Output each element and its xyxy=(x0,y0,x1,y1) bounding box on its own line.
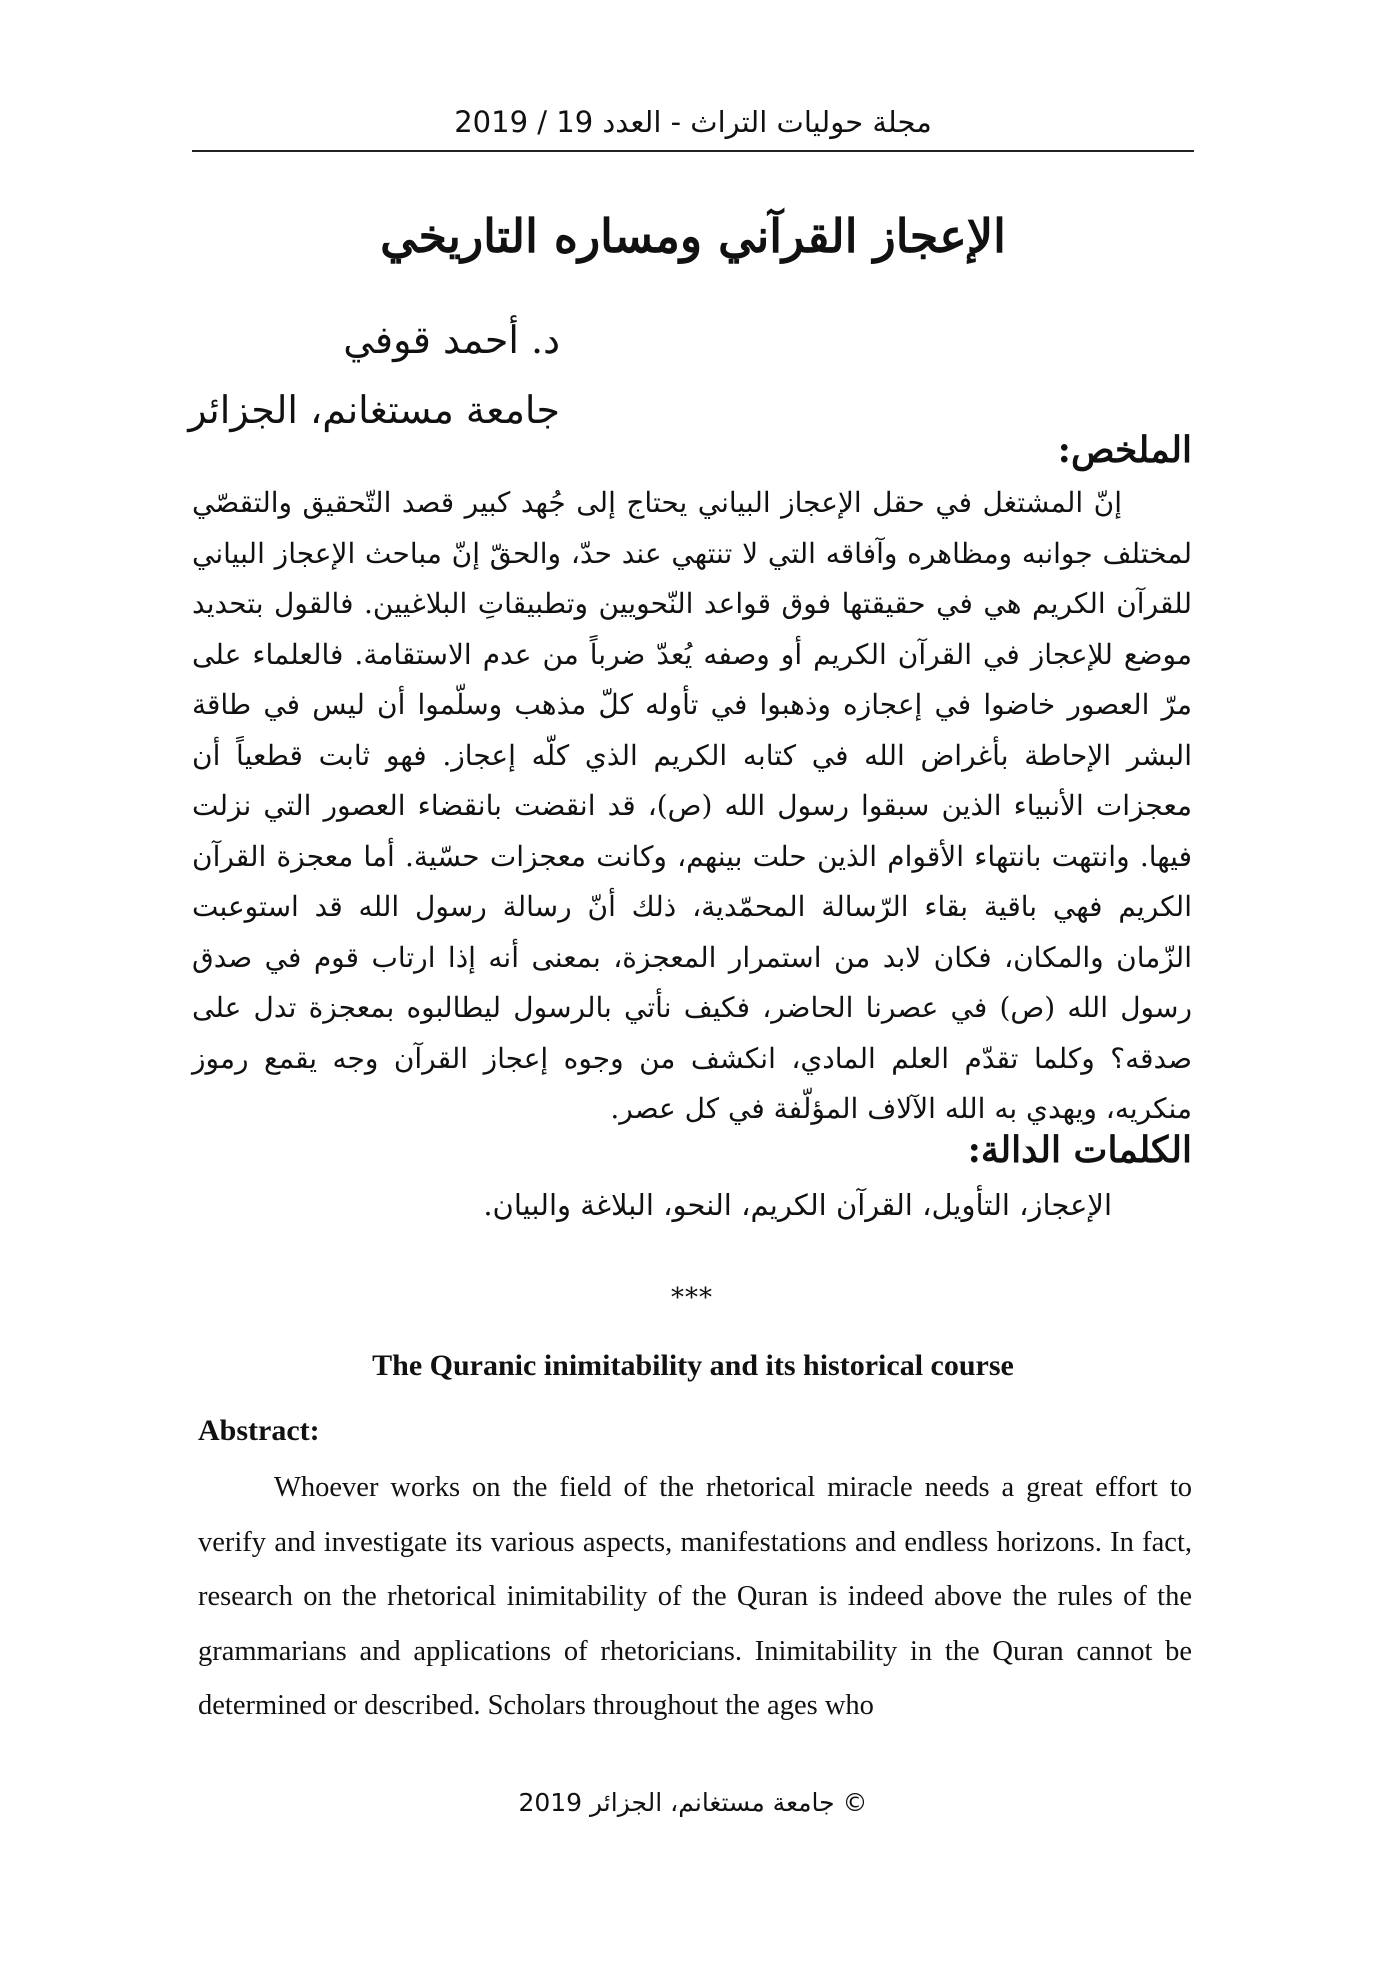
arabic-abstract-text: إنّ المشتغل في حقل الإعجاز البياني يحتاج إلى جُهد كبير قصد التّحقيق والتقصّي لمختلف جوانبه ومظاهره وآفاقه التي لا تنتهي عند حدّ، والحقّ إنّ مباحث الإعجاز البياني للقرآن الكريم هي في حقيقتها فوق قواعد النّحويين وتطبيقاتِ البلاغيين. فالقول بتحديد موضع للإعجاز في القرآن الكريم أو وصفه يُعدّ ضرباً من عدم الاستقامة. فالعلماء على مرّ العصور خاضوا في إعجازه وذهبوا في تأوله كلّ مذهب وسلّموا أن ليس في طاقة البشر الإحاطة بأغراض الله في كتابه الكريم الذي كلّه إعجاز. فهو ثابت قطعياً أن معجزات الأنبياء الذين سبقوا رسول الله (ص)، قد انقضت بانقضاء العصور التي نزلت فيها. وانتهت بانتهاء الأقوام الذين حلت بينهم، وكانت معجزات حسّية. أما معجزة القرآن الكريم فهي باقية بقاء الرّسالة المحمّدية، ذلك أنّ رسالة رسول الله قد استوعبت الزّمان والمكان، فكان لابد من استمرار المعجزة، بمعنى أنه إذا ارتاب قوم في صدق رسول الله (ص) في عصرنا الحاضر، فكيف نأتي بالرسول ليطالبوه بمعجزة تدل على صدقه؟ وكلما تقدّم العلم المادي، انكشف من وجوه إعجاز القرآن وجه يقمع رموز منكريه، ويهدي به الله الآلاف المؤلّفة في كل عصر. xyxy=(192,486,1192,1125)
english-abstract-text: Whoever works on the field of the rhetorical miracle needs a great effort to verify and investigate its various aspects, manifestations and endless horizons. In fact, research on the rhetorical inimitability of the Quran is indeed above the rules of the grammarians and applications of rhetoricians. Inimitability in the Quran cannot be determined or described. Scholars throughout the ages who xyxy=(198,1472,1192,1721)
arabic-abstract-heading: الملخص: xyxy=(1057,429,1192,471)
author-affiliation: جامعة مستغانم، الجزائر xyxy=(188,388,560,432)
english-abstract-heading: Abstract: xyxy=(198,1414,320,1447)
arabic-title: الإعجاز القرآني ومساره التاريخي xyxy=(380,209,1006,263)
header-divider xyxy=(192,150,1194,152)
author-block xyxy=(190,305,560,445)
copyright-footer: © جامعة مستغانم، الجزائر 2019 xyxy=(518,1788,868,1817)
section-separator: *** xyxy=(671,1283,713,1313)
author-name: د. أحمد قوفي xyxy=(343,318,560,362)
running-header: مجلة حوليات التراث - العدد 19 / 2019 xyxy=(454,105,932,139)
english-title: The Quranic inimitability and its historical course xyxy=(372,1349,1014,1382)
arabic-keywords-heading: الكلمات الدالة: xyxy=(967,1129,1192,1171)
arabic-keywords: الإعجاز، التأويل، القرآن الكريم، النحو، البلاغة والبيان. xyxy=(483,1188,1112,1222)
